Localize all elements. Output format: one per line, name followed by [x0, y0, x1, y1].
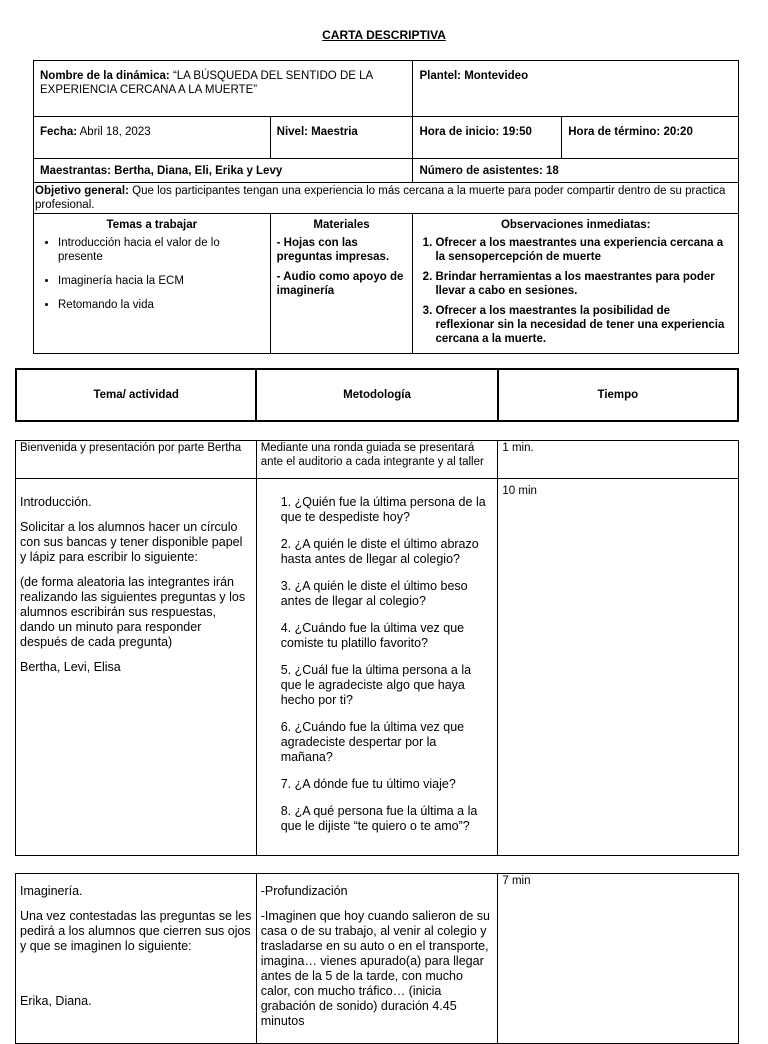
- table-row: [16, 874, 739, 1044]
- objetivo-label: Objetivo general:: [35, 185, 129, 197]
- list-item: - Audio como apoyo de imaginería: [276, 271, 404, 297]
- asistentes-cell: Número de asistentes: 18: [413, 159, 739, 183]
- table-row: [16, 441, 739, 479]
- temas-list: [40, 236, 264, 312]
- maestrantas-cell: Maestrantas: Bertha, Diana, Eli, Erika y Levy: [34, 159, 413, 183]
- column-header-table: [15, 368, 739, 422]
- hora-inicio-cell: Hora de inicio: 19:50: [413, 117, 562, 159]
- plantel-cell: Plantel: Montevideo: [413, 61, 739, 117]
- row2-tiempo: 10 min: [498, 479, 739, 856]
- row3-tema-line: Imaginería.: [20, 884, 83, 898]
- pregunta-item: 1. ¿Quién fue la última persona de la que te despediste hoy?: [280, 495, 486, 524]
- column-header-tema: Tema/ actividad: [16, 369, 256, 421]
- list-item: • Retomando la vida: [58, 298, 264, 312]
- temas-cell: [34, 214, 271, 354]
- pregunta-item: 6. ¿Cuándo fue la última vez que agradeciste despertar por la mañana?: [280, 720, 465, 764]
- hora-termino-cell: Hora de término: 20:20: [562, 117, 739, 159]
- observaciones-list: [419, 236, 732, 346]
- pregunta-item: 7. ¿A dónde fue tu último viaje?: [280, 777, 456, 791]
- row2-tema-line: Solicitar a los alumnos hacer un círculo con sus bancas y tener disponible papel y lápiz para escribir lo siguiente:: [20, 520, 243, 564]
- row3-tiempo: 7 min: [498, 874, 739, 1044]
- pregunta-item: 4. ¿Cuándo fue la última vez que comiste tu platillo favorito?: [280, 621, 465, 650]
- row1-tema: Bienvenida y presentación por parte Bertha: [16, 441, 257, 479]
- list-item: • Introducción hacia el valor de lo presente: [58, 236, 264, 264]
- pregunta-item: 3. ¿A quién le diste el último beso antes de llegar al colegio?: [280, 579, 468, 608]
- objetivo-value: Que los participantes tengan una experiencia lo más cercana a la muerte para poder compartir dentro de su practica profesional.: [35, 185, 726, 211]
- list-item: 2. Brindar herramientas a los maestrantes para poder llevar a cabo en sesiones.: [435, 270, 732, 298]
- row2-tema: [16, 479, 257, 856]
- pregunta-item: 2. ¿A quién le diste el último abrazo hasta antes de llegar al colegio?: [280, 537, 479, 566]
- temas-title: Temas a trabajar: [106, 219, 198, 231]
- table-row: [16, 479, 739, 856]
- nombre-value: “LA BÚSQUEDA DEL SENTIDO DE LA EXPERIENCIA CERCANA A LA MUERTE”: [40, 70, 373, 96]
- fecha-value: Abril 18, 2023: [79, 126, 151, 138]
- materiales-title: Materiales: [313, 219, 370, 231]
- row1-metodologia: Mediante una ronda guiada se presentará ante el auditorio a cada integrante y al taller: [256, 441, 498, 479]
- observaciones-title: Observaciones inmediatas:: [500, 219, 651, 231]
- document-title: CARTA DESCRIPTIVA: [322, 28, 446, 42]
- row3-tema: [16, 874, 257, 1044]
- activities-table: [15, 440, 739, 856]
- row3-metodologia: [256, 874, 498, 1044]
- row1-tiempo: 1 min.: [498, 441, 739, 479]
- row2-preguntas: [256, 479, 498, 856]
- fecha-label: Fecha:: [40, 126, 78, 138]
- list-item: • Imaginería hacia la ECM: [58, 274, 264, 288]
- list-item: 3. Ofrecer a los maestrantes la posibilidad de reflexionar sin la necesidad de tener una experiencia cercana a la muerte.: [435, 304, 732, 346]
- row3-metodologia-line: -Profundización: [260, 884, 348, 898]
- column-header-tiempo: Tiempo: [498, 369, 738, 421]
- activities-table-2: [15, 873, 739, 1044]
- column-header-metodologia: Metodología: [256, 369, 497, 421]
- objetivo-cell: [34, 183, 739, 214]
- list-item: 1. Ofrecer a los maestrantes una experiencia cercana a la sensopercepción de muerte: [435, 236, 732, 264]
- observaciones-cell: [413, 214, 739, 354]
- row3-tema-line: Erika, Diana.: [20, 994, 92, 1008]
- row3-metodologia-line: -Imaginen que hoy cuando salieron de su casa o de su trabajo, al venir al colegio y trasladarse en su auto o en el transporte, imagina… vienes apurado(a) para llegar antes de la 5 de la tarde, con mucho calor, con mucho tráfico… (inicia grabación de sonido) duración 4.45 minutos: [260, 909, 491, 1028]
- header-table: [33, 60, 739, 354]
- nombre-cell: [34, 61, 413, 117]
- pregunta-item: 5. ¿Cuál fue la última persona a la que le agradeciste algo que haya hecho por ti?: [280, 663, 472, 707]
- nombre-label: Nombre de la dinámica:: [40, 70, 170, 82]
- row3-tema-line: Una vez contestadas las preguntas se les pedirá a los alumnos que cierren sus ojos y que se imaginen lo siguiente:: [20, 909, 252, 953]
- row2-tema-line: Introducción.: [20, 495, 92, 509]
- nivel-cell: Nivel: Maestria: [270, 117, 413, 159]
- list-item: - Hojas con las preguntas impresas.: [276, 237, 390, 263]
- row2-tema-line: Bertha, Levi, Elisa: [20, 660, 121, 674]
- fecha-cell: [34, 117, 271, 159]
- materiales-cell: [270, 214, 413, 354]
- pregunta-item: 8. ¿A qué persona fue la última a la que le dijiste “te quiero o te amo”?: [280, 804, 478, 833]
- row2-tema-line: (de forma aleatoria las integrantes irán realizando las siguientes preguntas y los alumnos escribirán sus respuestas, dando un minuto para responder después de cada pregunta): [20, 575, 246, 649]
